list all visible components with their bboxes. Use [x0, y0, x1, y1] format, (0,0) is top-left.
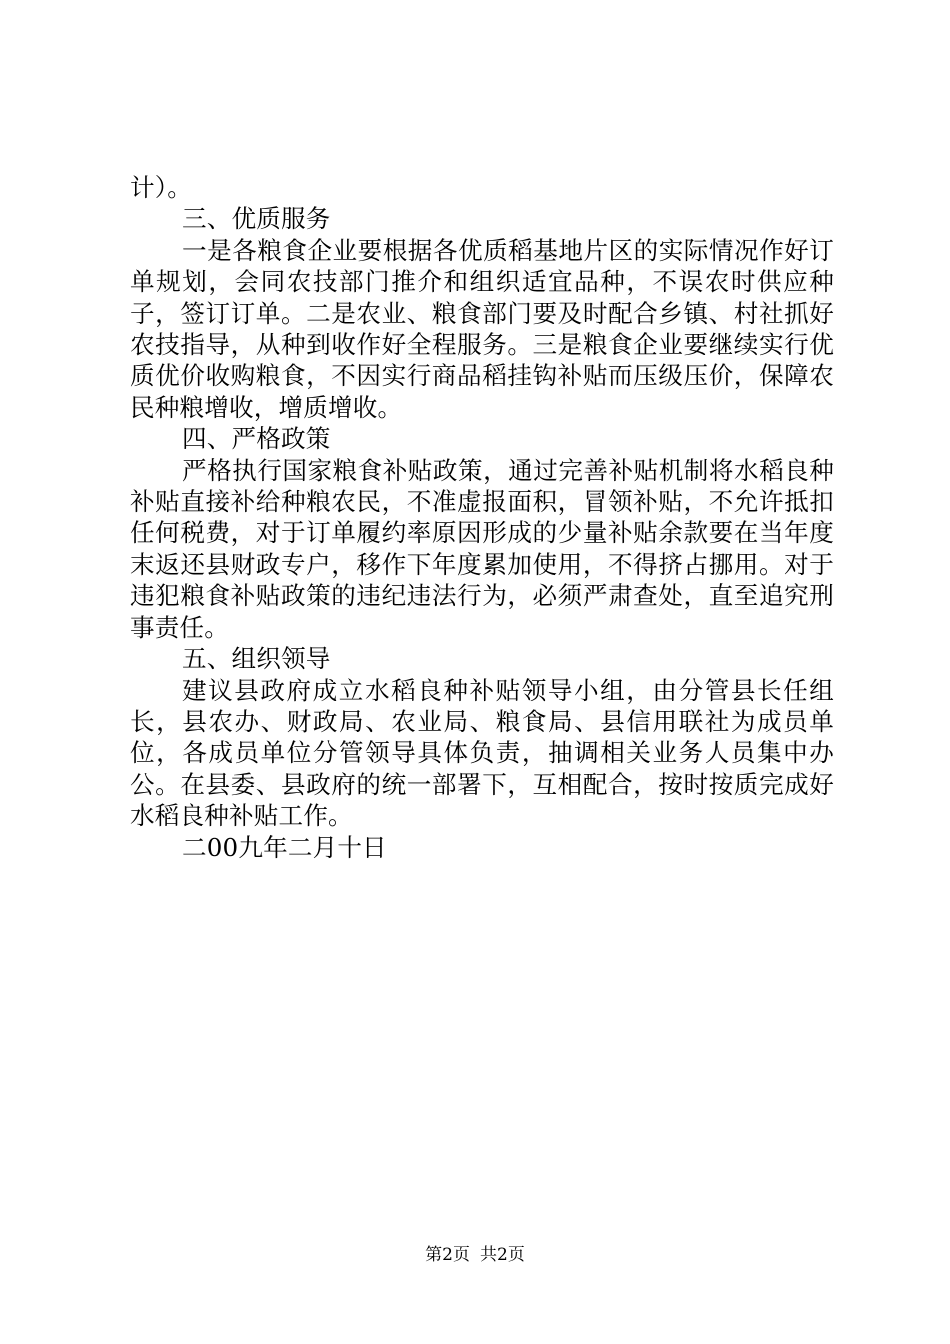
page-number: 第2页 [425, 1245, 470, 1265]
paragraph-service: 一是各粮食企业要根据各优质稻基地片区的实际情况作好订单规划，会同农技部门推介和组织适宜品种，不误农时供应种子，签订订单。二是农业、粮食部门要及时配合乡镇、村社抓好农技指导，从种到收作好全程服务。三是粮食企业要继续实行优质优价收购粮食，不因实行商品稻挂钩补贴而压级压价，保障农民种粮增收，增质增收。 [130, 235, 834, 422]
page-footer [0, 1244, 950, 1266]
paragraph-policy: 严格执行国家粮食补贴政策，通过完善补贴机制将水稻良种补贴直接补给种粮农民，不准虚报面积，冒领补贴，不允许抵扣任何税费，对于订单履约率原因形成的少量补贴余款要在当年度末返还县财政专户，移作下年度累加使用，不得挤占挪用。对于违犯粮食补贴政策的违纪违法行为，必须严肃查处，直至追究刑事责任。 [130, 455, 834, 642]
document-date: 二00九年二月十日 [182, 832, 387, 862]
section-heading-leadership: 五、组织领导 [182, 644, 331, 674]
section-heading-service: 三、优质服务 [182, 204, 331, 234]
document-body [130, 172, 834, 863]
paragraph-leadership: 建议县政府成立水稻良种补贴领导小组，由分管县长任组长，县农办、财政局、农业局、粮食局、县信用联社为成员单位，各成员单位分管领导具体负责，抽调相关业务人员集中办公。在县委、县政府的统一部署下，互相配合，按时按质完成好水稻良种补贴工作。 [130, 675, 834, 831]
section-heading-policy: 四、严格政策 [182, 424, 331, 454]
page-total: 共2页 [480, 1245, 525, 1265]
continuation-line: 计）。 [130, 173, 192, 202]
